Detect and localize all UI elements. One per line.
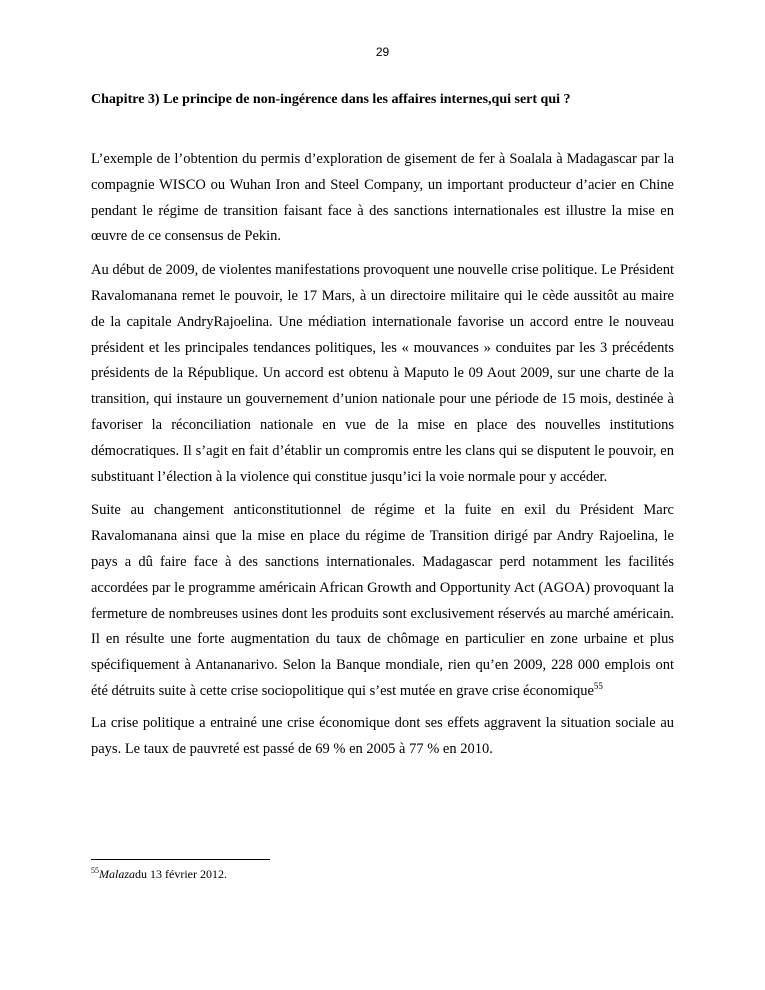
page-number: 29 bbox=[375, 45, 390, 59]
paragraph-sanctions bbox=[91, 498, 674, 704]
footnote-reference[interactable]: 55 bbox=[593, 681, 603, 692]
paragraph-sanctions-text: Suite au changement anticonstitutionnel de régime et la fuite en exil du Président Marc Ravalomanana ainsi que la mise en place du régime de Transition dirigé par Andry Rajoelina, le pays a dû faire face à des sanctions internationales. Madagascar perd notamment les facilités accordées par le programme américain African Growth and Opportunity Act (AGOA) provoquant la fermeture de nombreuses usines dont les produits sont exclusivement réservés au marché américain. Il en résulte une forte augmentation du taux de chômage en particulier en zone urbaine et plus spécifiquement à Antananarivo. Selon la Banque mondiale, rien qu’en 2009, 228 000 emplois ont été détruits suite à cette crise sociopolitique qui s’est mutée en grave crise économique bbox=[91, 502, 674, 699]
footnote-source: Malaza bbox=[99, 867, 135, 881]
footnote-text: du 13 février 2012. bbox=[135, 867, 227, 881]
paragraph-2009-crisis: Au début de 2009, de violentes manifestations provoquent une nouvelle crise politique. Le Président Ravalomanana remet le pouvoir, le 17 Mars, à un directoire militaire qui le cède aussitôt au maire de la capitale AndryRajoelina. Une médiation internationale favorise un accord entre le nouveau président et les principales tendances politiques, les « mouvances » conduites par les 3 précédents présidents de la République. Un accord est obtenu à Maputo le 09 Aout 2009, sur une charte de la transition, qui instaure un gouvernement d’union nationale pour une période de 15 mois, destinée à favoriser la réconciliation nationale en vue de la mise en place des nouvelles institutions démocratiques. Il s’agit en fait d’établir un compromis entre les clans qui se disputent le pouvoir, en substituant l’élection à la violence qui constitue jusqu’ici la voie normale pour y accéder. bbox=[91, 262, 674, 485]
paragraph-soalala-example: L’exemple de l’obtention du permis d’exploration de gisement de fer à Soalala à Madagascar par la compagnie WISCO ou Wuhan Iron and Steel Company, un important producteur d’acier en Chine pendant le régime de transition faisant face à des sanctions internationales est illustre la mise en œuvre de ce consensus de Pekin. bbox=[91, 151, 674, 245]
paragraph-poverty: La crise politique a entrainé une crise économique dont ses effets aggravent la situation sociale au pays. Le taux de pauvreté est passé de 69 % en 2005 à 77 % en 2010. bbox=[91, 714, 674, 757]
chapter-title: Chapitre 3) Le principe de non-ingérence dans les affaires internes,qui sert qui ? bbox=[91, 92, 571, 107]
footnote bbox=[91, 866, 227, 882]
footnote-separator bbox=[91, 859, 270, 860]
page-content bbox=[91, 88, 674, 762]
footnote-number: 55 bbox=[91, 866, 99, 875]
